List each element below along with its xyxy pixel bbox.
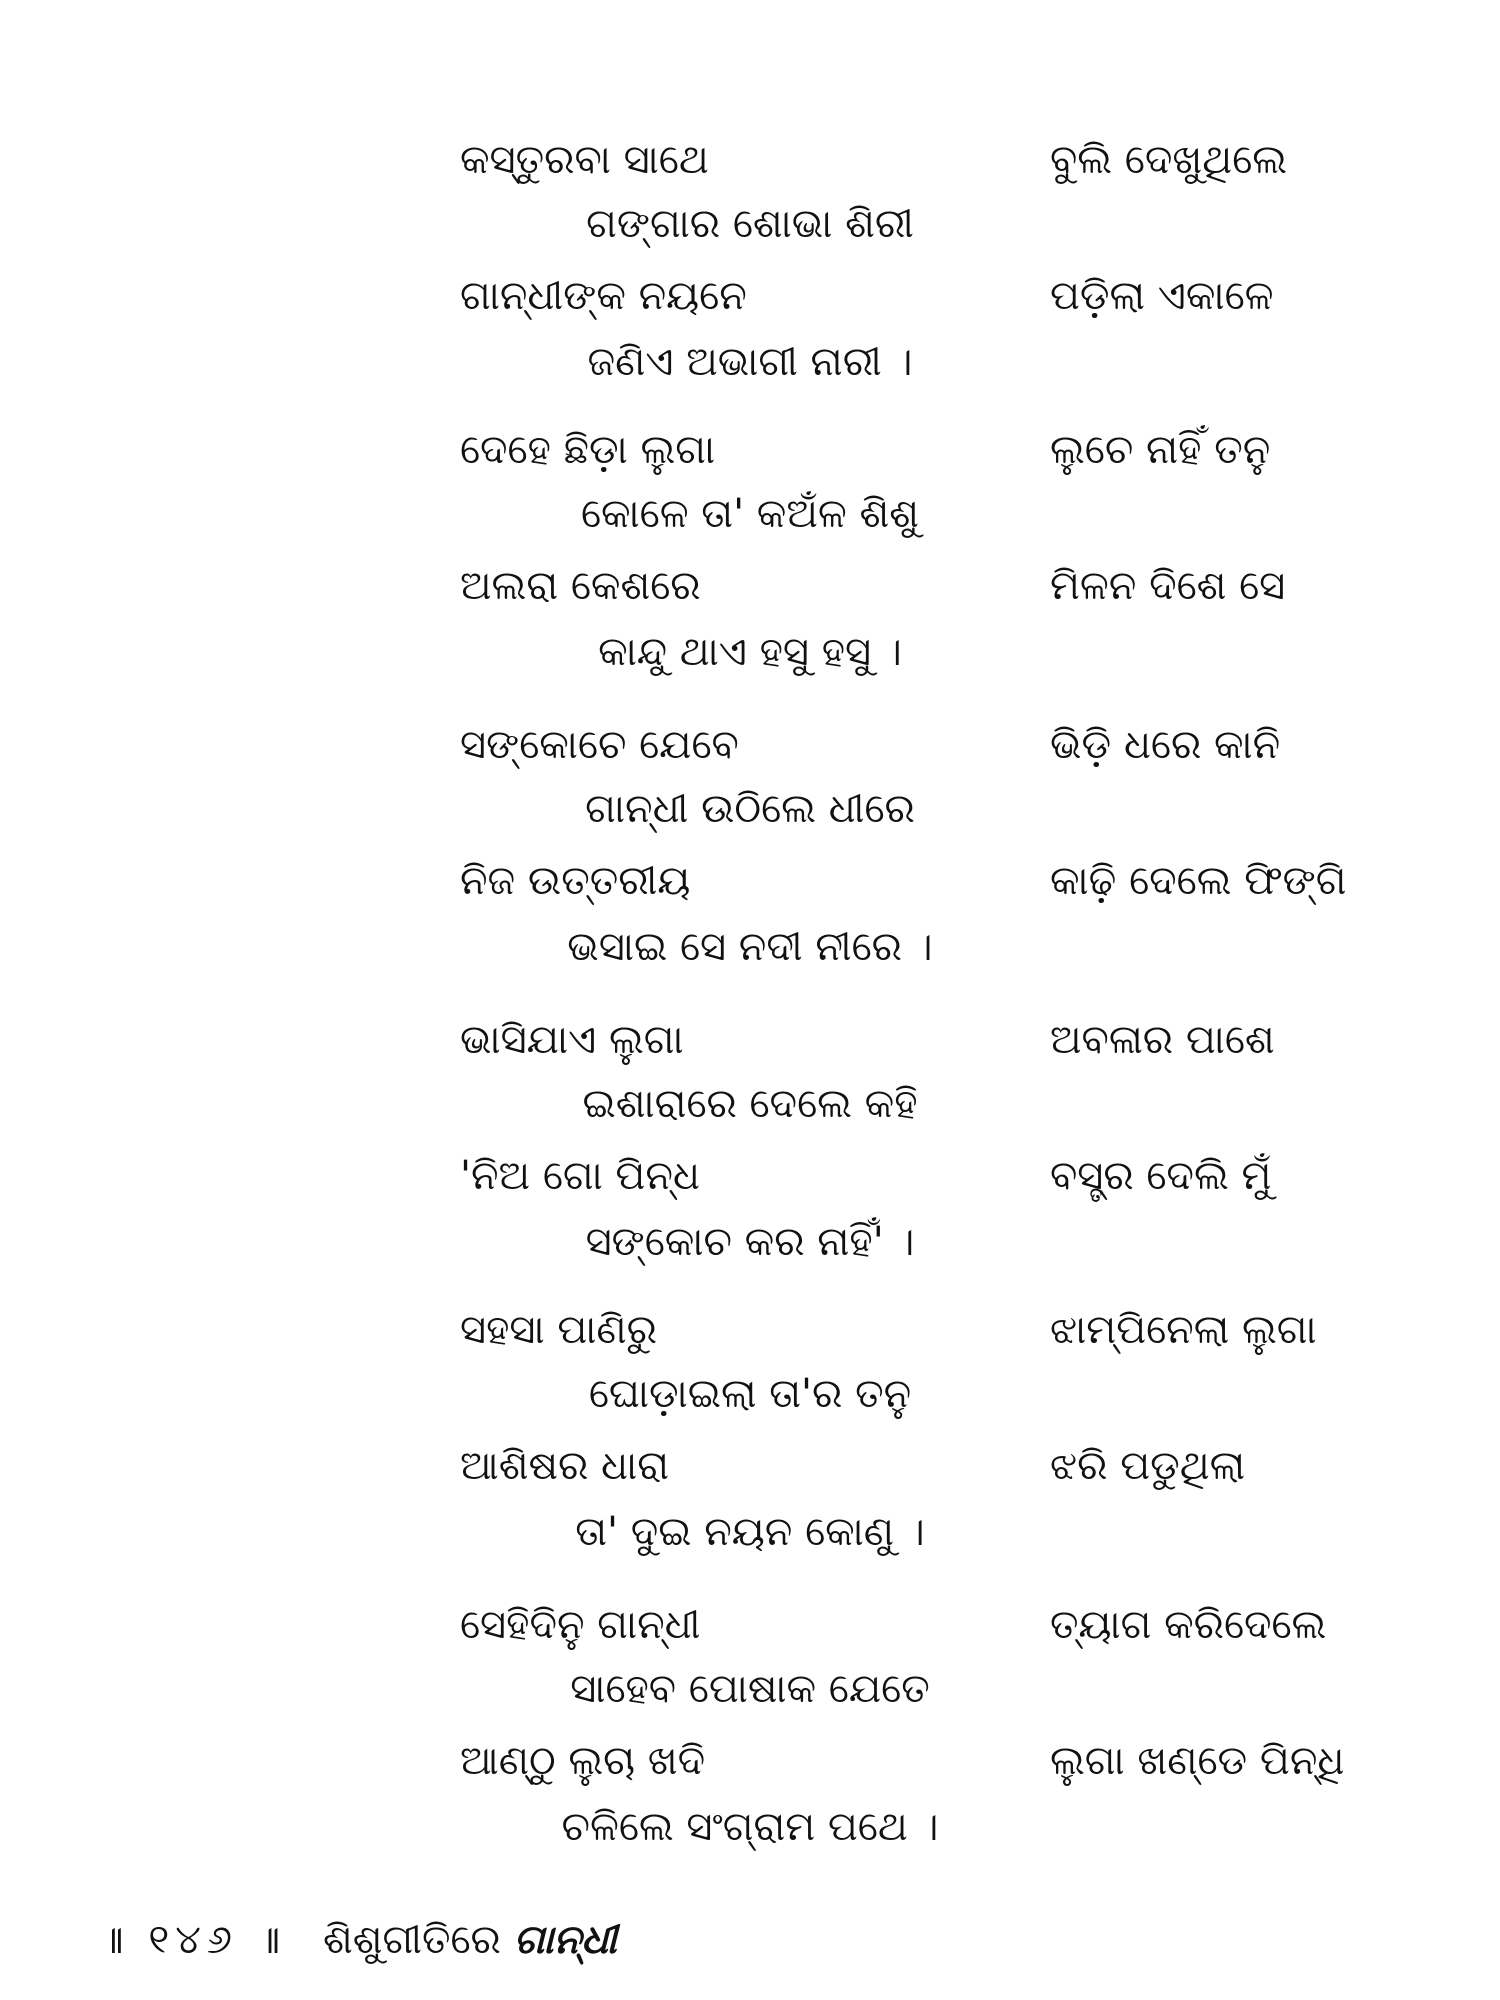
verse-right: ଭିଡ଼ି ଧରେ କାନି	[1050, 722, 1281, 768]
verse-left: ନିଜ ଉତ୍ତରୀୟ	[460, 858, 691, 904]
verse-left: 'ନିଅ ଗୋ ପିନ୍ଧ	[460, 1153, 700, 1199]
verse-left: କସ୍ତୁରବା ସାଥେ	[460, 137, 709, 183]
verse-center: ସାହେବ ପୋଷାକ ଯେତେ	[570, 1666, 930, 1712]
book-title-prefix: ଶିଶୁଗୀତିରେ	[323, 1917, 501, 1963]
verse-left: ଭାସିଯାଏ ଲୁଗା	[460, 1017, 684, 1063]
page-number: ॥ ୧୪୬ ॥	[100, 1917, 287, 1963]
verse-right: ଝରି ପଡୁଥିଲା	[1050, 1443, 1246, 1489]
verse-right: ଝାମ୍ପିନେଲା ଲୁଗା	[1050, 1307, 1317, 1353]
verse-center: ସଙ୍କୋଚ କର ନାହିଁ' ।	[585, 1219, 915, 1265]
verse-center: ଚଳିଲେ ସଂଗ୍ରାମ ପଥେ ।	[561, 1804, 939, 1850]
verse-center: ଘୋଡ଼ାଇଲା ତା'ର ତନୁ	[588, 1371, 912, 1417]
page-footer	[100, 1910, 617, 1970]
verse-right: ବୁଲି ଦେଖୁଥିଲେ	[1050, 137, 1288, 183]
verse-right: ବସ୍ତ୍ର ଦେଲି ମୁଁ	[1050, 1153, 1272, 1199]
verse-left: ସେହିଦିନୁ ଗାନ୍ଧୀ	[460, 1602, 701, 1648]
verse-right: ପଡ଼ିଲା ଏକାଳେ	[1050, 273, 1274, 319]
verse-left: ଅଲରା କେଶରେ	[460, 563, 701, 609]
verse-center: ଭସାଇ ସେ ନଦୀ ନୀରେ ।	[567, 924, 933, 970]
verse-right: ଅବଳାର ପାଶେ	[1050, 1017, 1275, 1063]
verse-left: ଦେହେ ଛିଡ଼ା ଲୁଗା	[460, 427, 716, 473]
verse-left: ସଙ୍କୋଚେ ଯେବେ	[460, 722, 739, 768]
verse-center: ଇଶାରାରେ ଦେଲେ କହି	[582, 1081, 918, 1127]
verse-left: ଆଣ୍ଠୁ ଲୁଚା ଖଦି	[460, 1738, 706, 1784]
verse-right: ଲୁଚେ ନାହିଁ ତନୁ	[1050, 427, 1271, 473]
verse-right: ତ୍ୟାଗ କରିଦେଲେ	[1050, 1602, 1327, 1648]
verse-right: କାଢ଼ି ଦେଲେ ଫିଙ୍ଗି	[1050, 858, 1347, 904]
book-title-main: ଗାନ୍ଧୀ	[513, 1917, 617, 1963]
verse-center: ଗଙ୍ଗାର ଶୋଭା ଶିରୀ	[586, 201, 914, 247]
verse-right: ଲୁଗା ଖଣ୍ଡେ ପିନ୍ଧି	[1050, 1738, 1345, 1784]
verse-left: ଗାନ୍ଧୀଙ୍କ ନୟନେ	[460, 273, 747, 319]
book-title	[323, 1917, 617, 1963]
verse-center: କୋଳେ ତା' କଅଁଳ ଶିଶୁ	[580, 491, 920, 537]
verse-left: ଆଶିଷର ଧାରା	[460, 1443, 670, 1489]
verse-right: ମିଳନ ଦିଶେ ସେ	[1050, 563, 1286, 609]
verse-center: କାନ୍ଦୁ ଥାଏ ହସୁ ହସୁ ।	[598, 629, 902, 675]
verse-center: ଜଣିଏ ଅଭାଗୀ ନାରୀ ।	[587, 339, 913, 385]
verse-left: ସହସା ପାଣିରୁ	[460, 1307, 657, 1353]
verse-center: ଗାନ୍ଧୀ ଉଠିଲେ ଧୀରେ	[585, 786, 915, 832]
verse-center: ତା' ଦୁଇ ନୟନ କୋଣୁ ।	[575, 1509, 925, 1555]
